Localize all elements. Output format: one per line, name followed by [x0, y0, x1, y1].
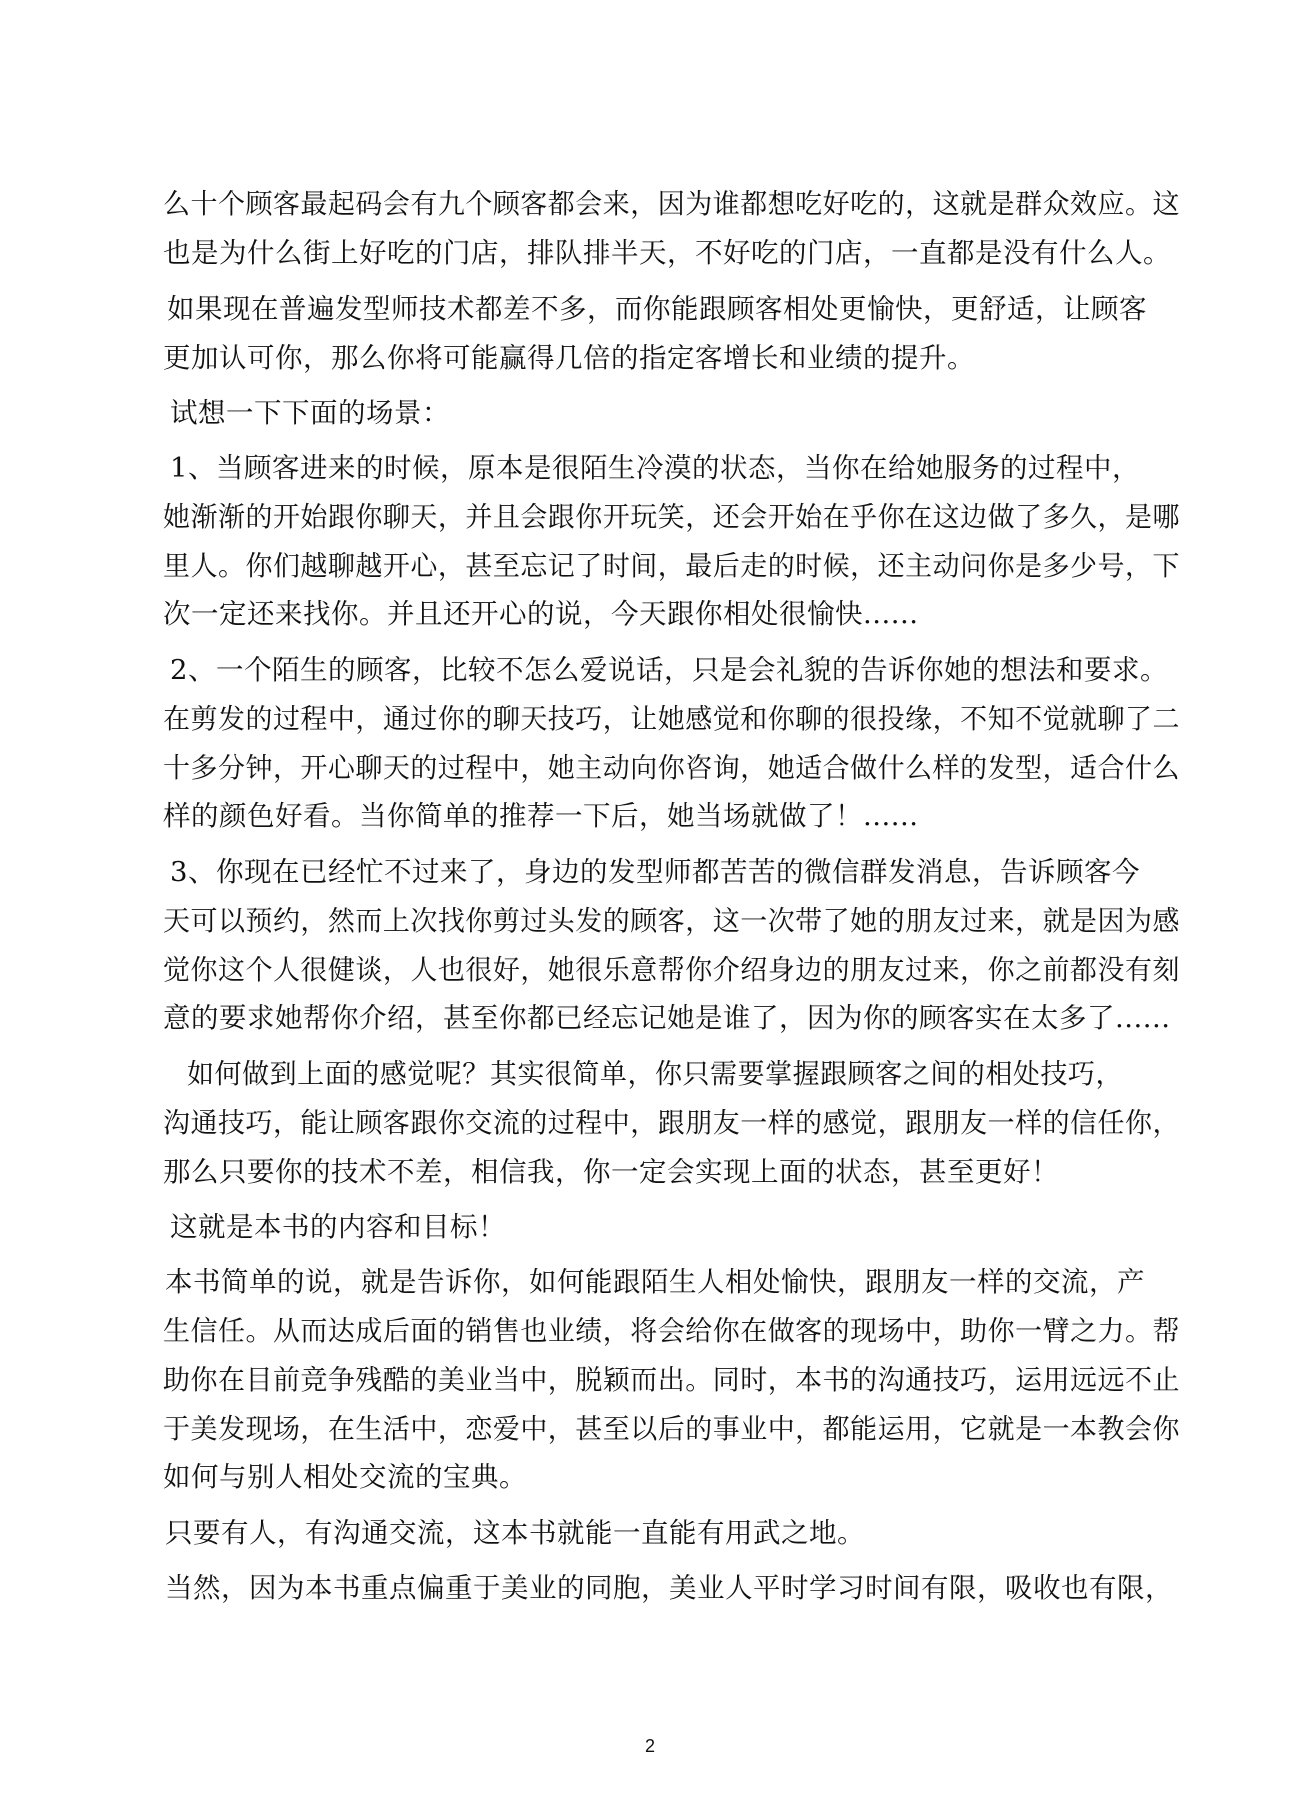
text-line: 她渐渐的开始跟你聊天，并且会跟你开玩笑，还会开始在乎你在这边做了多久，是哪 — [163, 501, 1180, 533]
text-line: 助你在目前竞争残酷的美业当中，脱颖而出。同时，本书的沟通技巧，运用远远不止 — [163, 1364, 1180, 1396]
text-line: 如何与别人相处交流的宝典。 — [163, 1461, 527, 1493]
text-line: 在剪发的过程中，通过你的聊天技巧，让她感觉和你聊的很投缘，不知不觉就聊了二 — [163, 703, 1180, 735]
text-line: 沟通技巧，能让顾客跟你交流的过程中，跟朋友一样的感觉，跟朋友一样的信任你， — [163, 1107, 1180, 1139]
text-line: 只要有人，有沟通交流，这本书就能一直能有用武之地。 — [165, 1517, 865, 1549]
text-line: 生信任。从而达成后面的销售也业绩，将会给你在做客的现场中，助你一臂之力。帮 — [163, 1315, 1180, 1347]
text-line: 如何做到上面的感觉呢？其实很简单，你只需要掌握跟顾客之间的相处技巧， — [187, 1058, 1123, 1090]
text-line: 意的要求她帮你介绍，甚至你都已经忘记她是谁了，因为你的顾客实在太多了...... — [163, 1002, 1171, 1034]
text-line: 这就是本书的内容和目标！ — [170, 1211, 506, 1243]
text-line: 当然，因为本书重点偏重于美业的同胞，美业人平时学习时间有限，吸收也有限， — [165, 1572, 1173, 1604]
text-line: 试想一下下面的场景： — [170, 397, 450, 429]
text-line: 也是为什么街上好吃的门店，排队排半天，不好吃的门店，一直都是没有什么人。 — [163, 237, 1171, 269]
text-line: 2、一个陌生的顾客，比较不怎么爱说话，只是会礼貌的告诉你她的想法和要求。 — [170, 654, 1168, 686]
text-line: 如果现在普遍发型师技术都差不多，而你能跟顾客相处更愉快，更舒适，让顾客 — [167, 293, 1147, 325]
text-line: 那么只要你的技术不差，相信我，你一定会实现上面的状态，甚至更好！ — [163, 1156, 1059, 1188]
text-line: 十多分钟，开心聊天的过程中，她主动向你咨询，她适合做什么样的发型，适合什么 — [163, 752, 1180, 784]
page-number: 2 — [644, 1736, 655, 1756]
text-line: 1、当顾客进来的时候，原本是很陌生冷漠的状态，当你在给她服务的过程中， — [170, 452, 1140, 484]
text-line: 更加认可你，那么你将可能赢得几倍的指定客增长和业绩的提升。 — [163, 342, 975, 374]
text-line: 么十个顾客最起码会有九个顾客都会来，因为谁都想吃好吃的，这就是群众效应。这 — [163, 188, 1180, 220]
text-line: 觉你这个人很健谈，人也很好，她很乐意帮你介绍身边的朋友过来，你之前都没有刻 — [163, 954, 1180, 986]
text-line: 3、你现在已经忙不过来了，身边的发型师都苦苦的微信群发消息，告诉顾客今 — [170, 856, 1140, 888]
text-line: 次一定还来找你。并且还开心的说，今天跟你相处很愉快...... — [163, 598, 919, 630]
text-line: 样的颜色好看。当你简单的推荐一下后，她当场就做了！...... — [163, 800, 919, 832]
text-line: 天可以预约，然而上次找你剪过头发的顾客，这一次带了她的朋友过来，就是因为感 — [163, 905, 1180, 937]
text-line: 里人。你们越聊越开心，甚至忘记了时间，最后走的时候，还主动问你是多少号，下 — [163, 550, 1180, 582]
text-line: 于美发现场，在生活中，恋爱中，甚至以后的事业中，都能运用，它就是一本教会你 — [163, 1413, 1180, 1445]
text-line: 本书简单的说，就是告诉你，如何能跟陌生人相处愉快，跟朋友一样的交流，产 — [165, 1266, 1145, 1298]
